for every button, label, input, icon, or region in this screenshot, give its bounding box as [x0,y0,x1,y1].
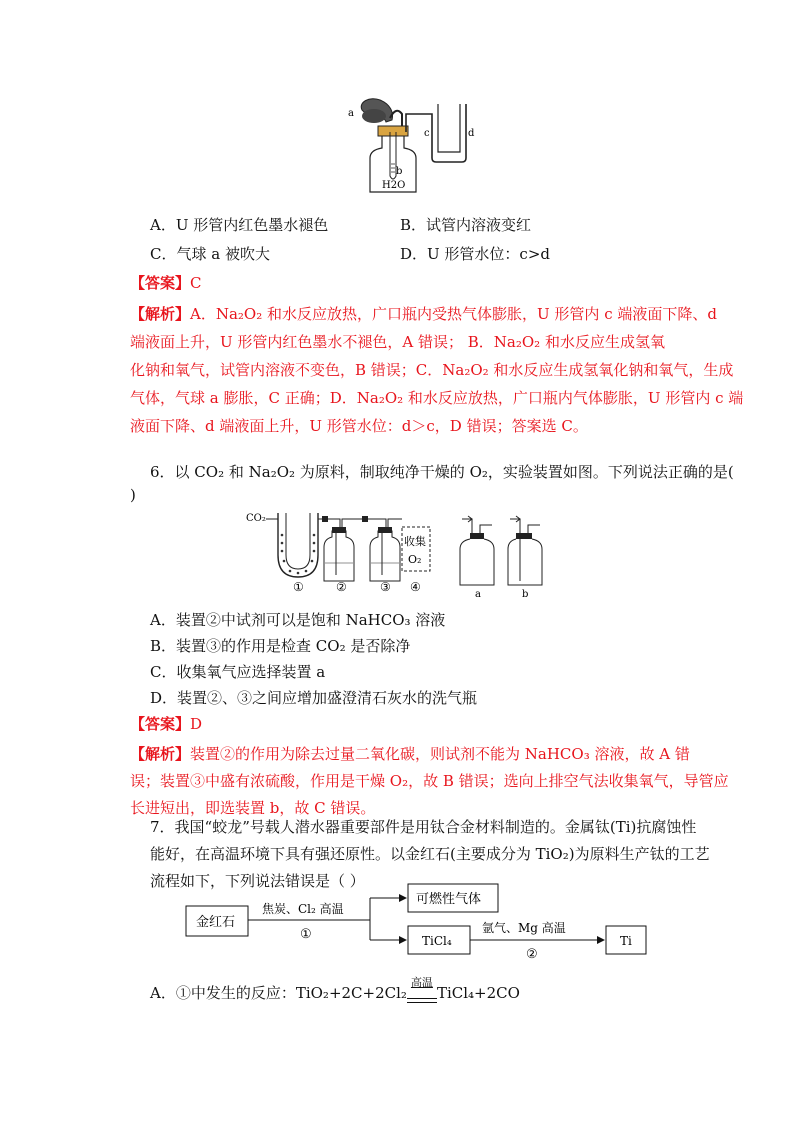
o2-preparation-apparatus-figure [236,505,556,597]
q6-option-c: C．收集氧气应选择装置 a [150,663,326,681]
q6-option-b: B．装置③的作用是检查 CO₂ 是否除净 [150,637,411,655]
q5-option-c: C．气球 a 被吹大 [150,245,270,263]
q6-option-a: A．装置②中试剂可以是饱和 NaHCO₃ 溶液 [150,611,446,629]
q5-option-a: A．U 形管内红色墨水褪色 [150,216,329,234]
svg-text:O₂: O₂ [408,553,422,566]
q5-answer: 【答案】C [130,274,202,292]
flow-gas: 可燃性气体 [416,892,482,907]
flow-step1-reagents: 焦炭、Cl₂ 高温 [262,902,344,916]
flow-end: Ti [620,934,632,948]
label-d: d [468,128,475,139]
q6-analysis: 【解析】装置②的作用为除去过量二氧化碳，则试剂不能为 NaHCO₃ 溶液，故 A 错 误；装置③中盛有浓硫酸，作用是干燥 O₂，故 B 错误；选向上排空气法收集氧气，导管应 长进短出，即选装置 b，故 C 错误。 [130,745,729,817]
titanium-flow-chart [180,878,660,978]
flow-step1-num: ① [300,927,312,942]
svg-text:②: ② [336,580,347,594]
svg-text:④: ④ [410,580,421,594]
flow-step2-num: ② [526,947,538,962]
q7-option-a: A．①中发生的反应：TiO₂+2C+2Cl₂ 高温 TiCl₄+2CO [150,976,520,1002]
svg-text:③: ③ [380,580,391,594]
label-water: H2O [382,180,406,191]
svg-text:①: ① [293,580,304,594]
flow-step2-reagents: 氩气、Mg 高温 [482,921,566,935]
q6-answer: 【答案】D [130,715,203,733]
svg-text:CO₂: CO₂ [246,513,266,524]
flow-ticl4: TiCl₄ [422,934,452,948]
svg-text:b: b [522,589,529,597]
label-c: c [424,128,430,139]
q5-option-d: D．U 形管水位：c>d [400,245,551,263]
q5-analysis: 【解析】A．Na₂O₂ 和水反应放热，广口瓶内受热气体膨胀，U 形管内 c 端液面下降、d 端液面上升，U 形管内红色墨水不褪色，A 错误； B．Na₂O₂ 和水反应生成氢氧 化钠和氧气，试管内溶液不变色，B 错误；C．Na₂O₂ 和水反应生成氢氧化钠和氧气，生成 气体，气球 a 膨胀，C 正确；D．Na₂O₂ 和水反应放热，广口瓶内气体膨胀，U 形管内 c 端 液面下降、d 端液面上升，U 形管水位：d＞c，D 错误；答案选 C。 [130,305,744,435]
q7-stem: 7．我国“蛟龙”号载人潜水器重要部件是用钛合金材料制造的。金属钛(Ti)抗腐蚀性 能好，在高温环境下具有强还原性。以金红石(主要成分为 TiO₂)为原料生产钛的工艺 流程如下，下列说法错误是（ ） [150,818,710,890]
flow-start: 金红石 [196,915,236,930]
balloon-apparatus-figure [340,92,510,198]
label-b: b [396,166,403,177]
svg-text:收集: 收集 [404,535,426,548]
label-a: a [348,108,354,119]
q6-stem-line1: 6．以 CO₂ 和 Na₂O₂ 为原料，制取纯净干燥的 O₂，实验装置如图。下列说法正确的是( [150,463,734,481]
q6-stem-line2: ) [130,486,136,504]
q7-condition: 高温 [410,976,433,989]
q6-option-d: D．装置②、③之间应增加盛澄清石灰水的洗气瓶 [150,689,478,707]
q5-option-b: B．试管内溶液变红 [400,216,532,234]
svg-text:a: a [475,589,481,597]
